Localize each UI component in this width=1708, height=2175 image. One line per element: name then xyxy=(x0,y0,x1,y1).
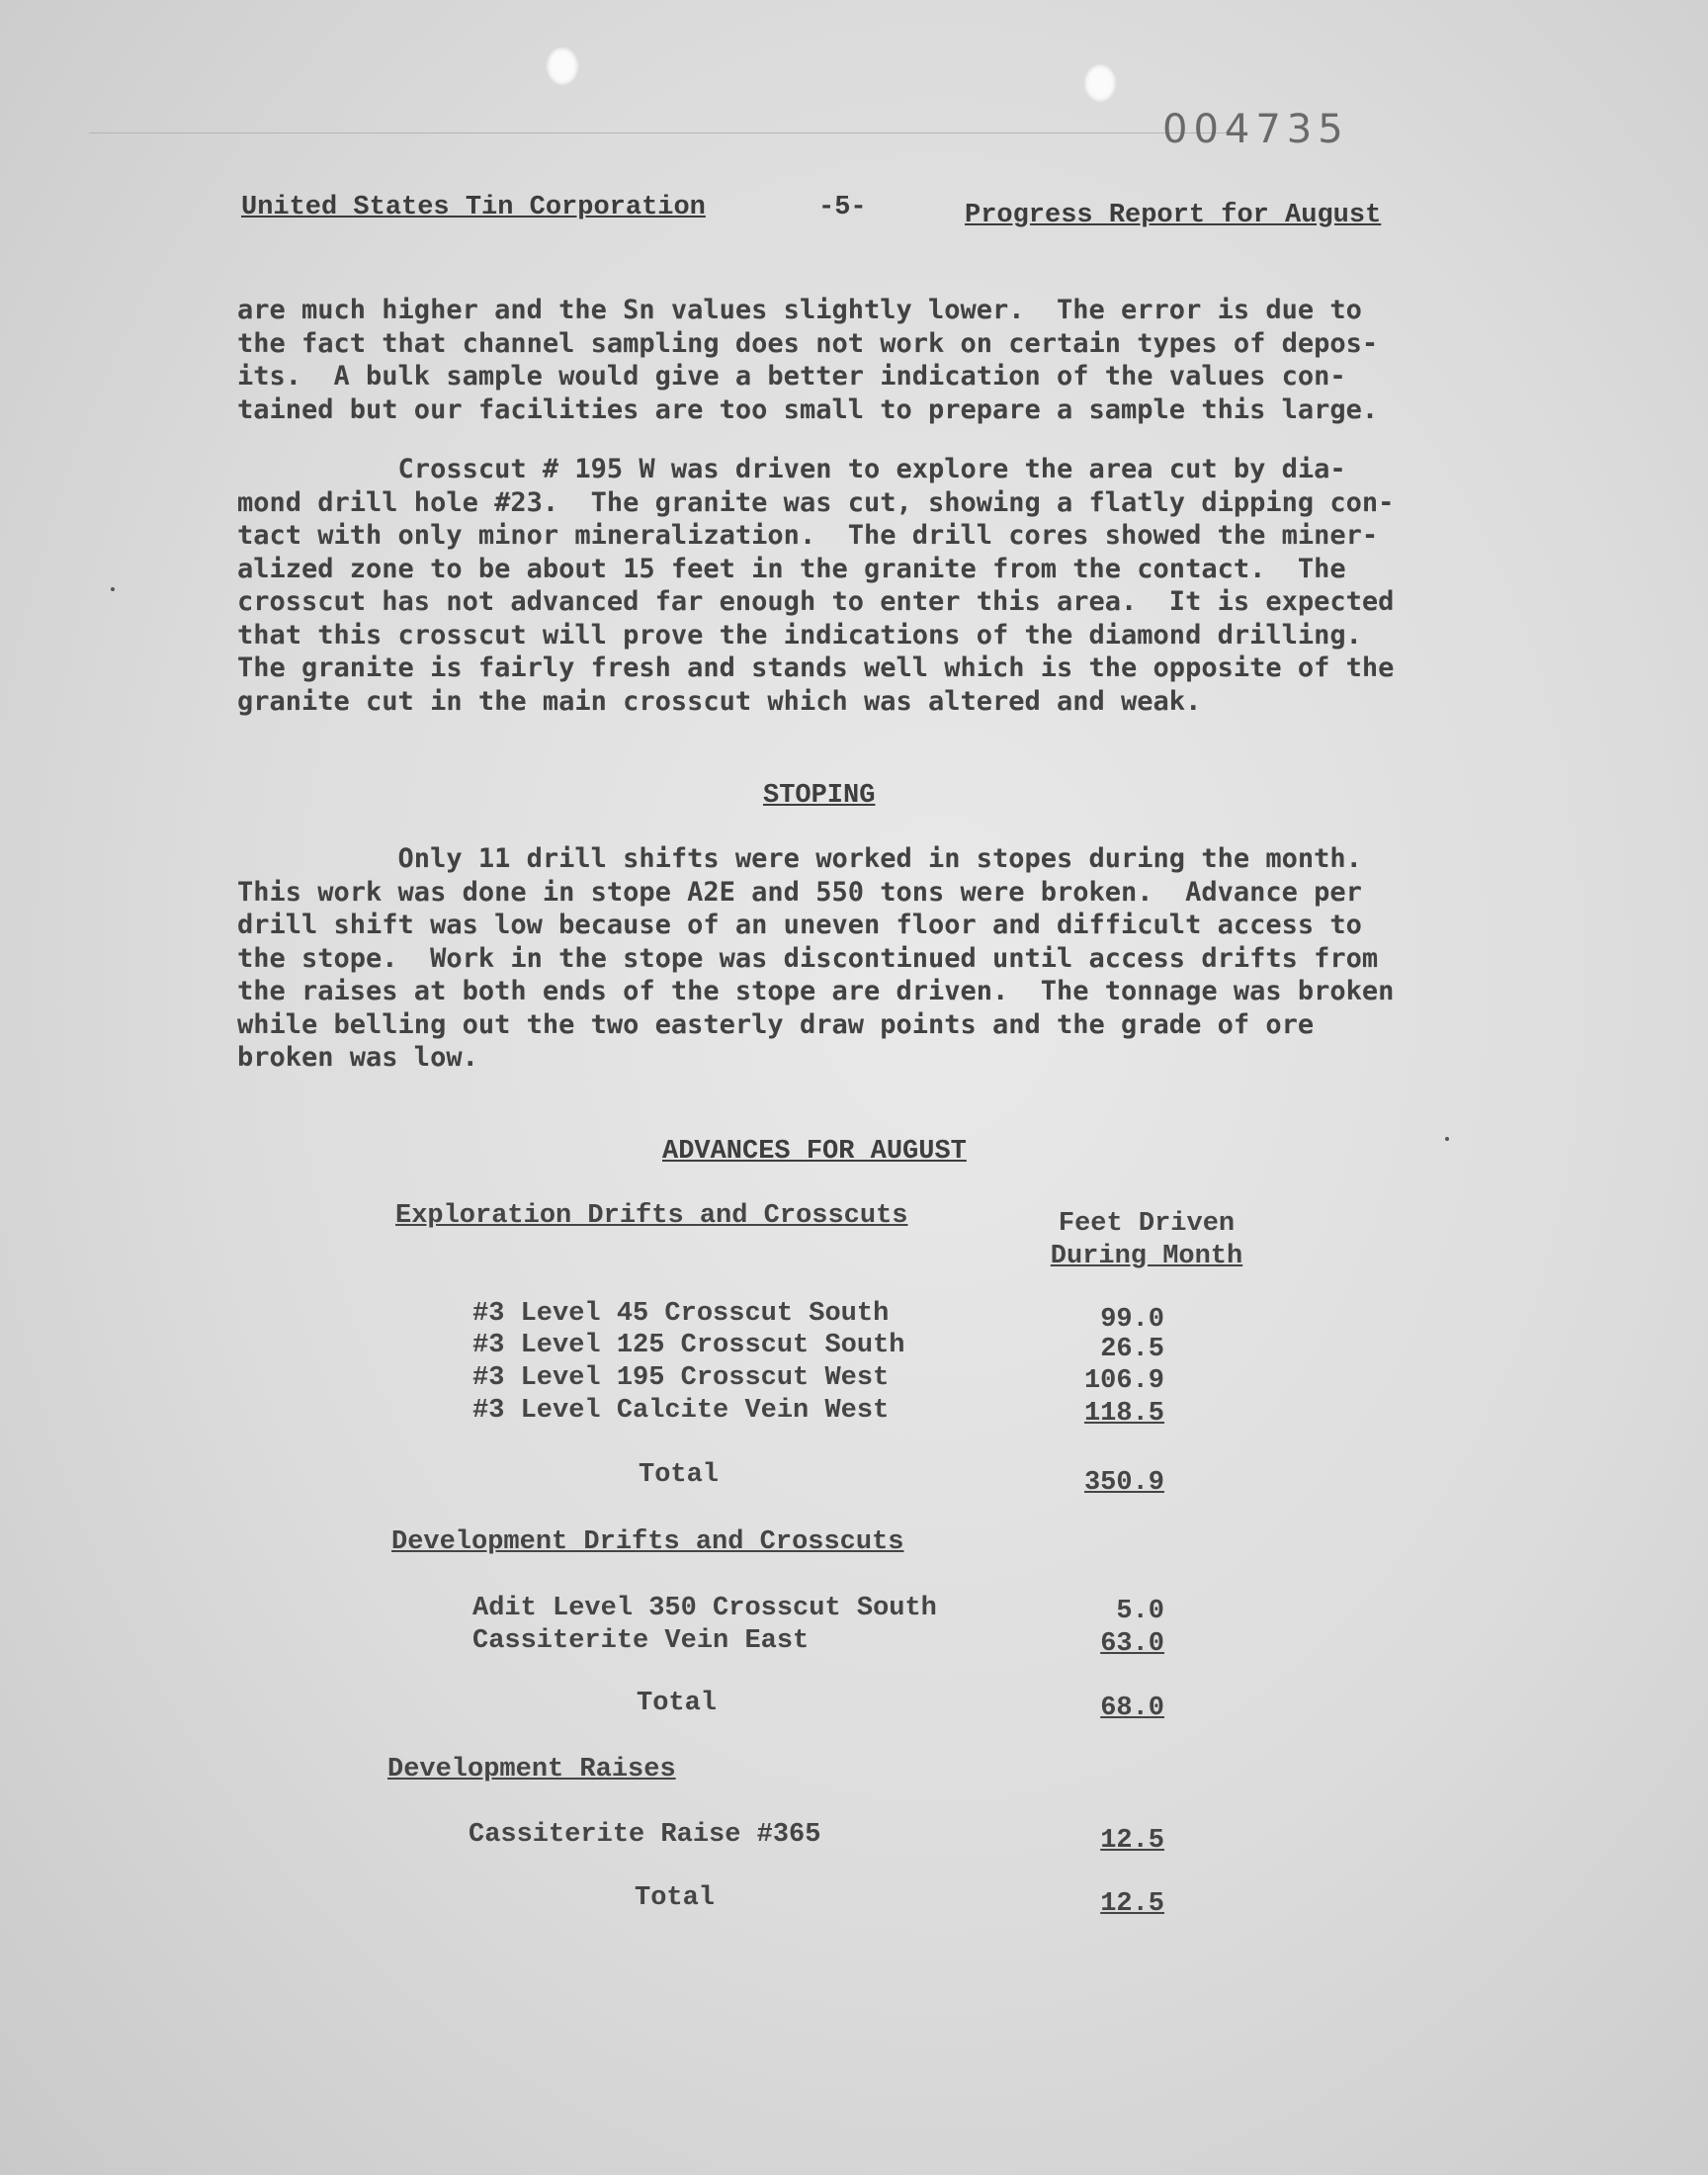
page-header xyxy=(241,193,1398,232)
section-heading-stoping: STOPING xyxy=(763,781,876,811)
table-row-label: #3 Level Calcite Vein West xyxy=(472,1396,890,1426)
paragraph-crosscut: Crosscut # 195 W was driven to explore the area cut by dia- mond drill hole #23. The granite was cut, showing a flatly dipping con- tact with only minor mineralization. The drill cores showed the miner- alized zone to be about 15 feet in the granite from the contact. The crosscut has not advanced far enough to enter this area. It is expected that this crosscut will prove the indications of the diamond drilling. The granite is fairly fresh and stands well which is the opposite of the granite cut in the main crosscut which was altered and weak. xyxy=(237,454,1395,717)
table-row-label: Cassiterite Raise #365 xyxy=(469,1820,821,1850)
company-name: United States Tin Corporation xyxy=(241,193,706,222)
table-row-label: Cassiterite Vein East xyxy=(472,1626,810,1656)
paragraph-stoping: Only 11 drill shifts were worked in stopes during the month. This work was done in stope A2E and 550 tons were broken. Advance per drill shift was low because of an uneven floor and difficult access to the stope. Work in the stope was discontinued until access drifts from the raises at both ends of the stope are driven. The tonnage was broken while belling out the two easterly draw points and the grade of ore broken was low. xyxy=(237,843,1395,1073)
table-row-label: #3 Level 125 Crosscut South xyxy=(472,1331,905,1360)
table-row-value: 26.5 xyxy=(1100,1335,1164,1364)
table-row-value: 118.5 xyxy=(1083,1399,1164,1429)
report-title: Progress Report for August xyxy=(965,201,1382,230)
column-header-line1: Feet Driven xyxy=(1058,1209,1236,1239)
punch-hole xyxy=(1083,63,1117,103)
exploration-total-label: Total xyxy=(639,1460,720,1490)
paragraph-sampling: are much higher and the Sn values slightly lower. The error is due to the fact that channel sampling does not work on certain types of depos- its. A bulk sample would give a better indication of the values con- tained but our facilities are too small to prepare a sample this large. xyxy=(237,295,1379,425)
development-section-title: Development Drifts and Crosscuts xyxy=(391,1527,904,1557)
development-total-label: Total xyxy=(637,1689,718,1718)
top-rule xyxy=(89,132,1245,133)
table-row-label: #3 Level 45 Crosscut South xyxy=(472,1299,890,1329)
speck xyxy=(111,587,115,591)
raises-total-value: 12.5 xyxy=(1100,1889,1164,1919)
stamp-number: 004735 xyxy=(1162,107,1349,152)
exploration-section-title: Exploration Drifts and Crosscuts xyxy=(395,1201,908,1231)
development-total-value: 68.0 xyxy=(1100,1694,1164,1723)
column-header xyxy=(1028,1208,1265,1273)
raises-total-label: Total xyxy=(635,1883,716,1913)
exploration-total-value: 350.9 xyxy=(1083,1468,1164,1498)
table-row-value: 63.0 xyxy=(1100,1629,1164,1659)
table-row-value: 5.0 xyxy=(1116,1597,1164,1626)
table-row-value: 12.5 xyxy=(1100,1826,1164,1856)
column-header-line2: During Month xyxy=(1050,1242,1243,1271)
table-row-value: 106.9 xyxy=(1083,1366,1164,1396)
table-row-value: 99.0 xyxy=(1100,1305,1164,1335)
punch-hole xyxy=(546,46,579,86)
table-row-label: #3 Level 195 Crosscut West xyxy=(472,1363,890,1393)
table-row-label: Adit Level 350 Crosscut South xyxy=(472,1594,937,1623)
section-heading-advances: ADVANCES FOR AUGUST xyxy=(662,1137,967,1167)
raises-section-title: Development Raises xyxy=(387,1755,676,1784)
page-number: -5- xyxy=(818,193,867,222)
speck xyxy=(1445,1137,1449,1141)
